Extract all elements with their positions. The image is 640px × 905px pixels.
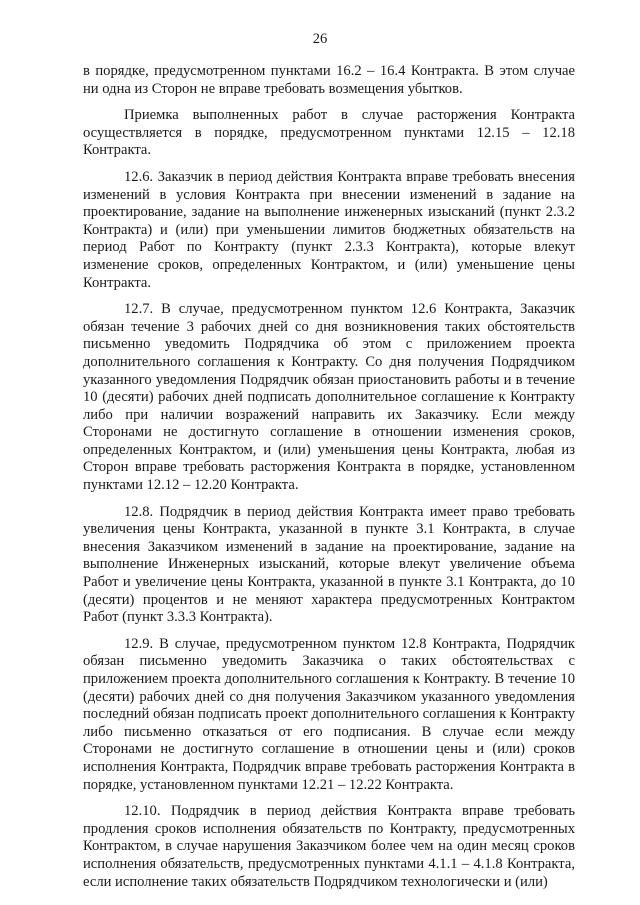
paragraph-acceptance: Приемка выполненных работ в случае расторжения Контракта осуществляется в порядке, предусмотренном пунктами 12.15 – 12.18 Контракта. <box>83 107 575 159</box>
paragraph-12-6: 12.6. Заказчик в период действия Контракта вправе требовать внесения изменений в условия Контракта при внесении изменений в задание на проектирование, задание на выполнение инженерных изысканий (пункт 2.3.2 Контракта) и (или) при уменьшении лимитов бюджетных обязательств на период Работ по Контракту (пункт 2.3.3 Контракта), которые влекут изменение сроков, определенных Контрактом, и (или) уменьшение цены Контракта. <box>83 168 575 291</box>
paragraph-12-9: 12.9. В случае, предусмотренном пунктом 12.8 Контракта, Подрядчик обязан письменно уведомить Заказчика о таких обстоятельствах с приложением проекта дополнительного соглашения к Контракту. В течение 10 (десяти) рабочих дней со дня получения Заказчиком указанного уведомления последний обязан подписать проект дополнительного соглашения к Контракту либо письменно отказаться от его подписания. В случае если между Сторонами не достигнуто соглашение в отношении цены и (или) сроков исполнения Контракта, Подрядчик вправе требовать расторжения Контракта в порядке, установленном пунктами 12.21 – 12.22 Контракта. <box>83 635 575 793</box>
paragraph-continuation: в порядке, предусмотренном пунктами 16.2 – 16.4 Контракта. В этом случае ни одна из Сторон не вправе требовать возмещения убытков. <box>83 63 575 97</box>
page-number: 26 <box>312 31 328 47</box>
paragraph-12-10: 12.10. Подрядчик в период действия Контракта вправе требовать продления сроков исполнения обязательств по Контракту, предусмотренных Контрактом, в случае нарушения Заказчиком более чем на один месяц сроков исполнения обязательств, предусмотренных пунктами 4.1.1 – 4.1.8 Контракта, если исполнение таких обязательств Подрядчиком технологически и (или) <box>83 803 575 890</box>
paragraph-12-8: 12.8. Подрядчик в период действия Контракта имеет право требовать увеличения цены Контракта, указанной в пункте 3.1 Контракта, в случае внесения Заказчиком изменений в задание на проектирование, задание на выполнение Инженерных изысканий, которые влекут увеличение объема Работ и увеличение цены Контракта, указанной в пункте 3.1 Контракта, до 10 (десяти) процентов и не меняют характера предусмотренных Контрактом Работ (пункт 3.3.3 Контракта). <box>83 503 575 626</box>
paragraph-12-7: 12.7. В случае, предусмотренном пунктом 12.6 Контракта, Заказчик обязан течение 3 рабочих дней со дня возникновения таких обстоятельств письменно уведомить Подрядчика об этом с приложением проекта дополнительного соглашения к Контракту. Со дня получения Подрядчиком указанного уведомления Подрядчик обязан приостановить работы и в течение 10 (десяти) рабочих дней подписать дополнительное соглашение к Контракту либо при наличии возражений направить их Заказчику. Если между Сторонами не достигнуто соглашение в отношении изменения сроков, определенных Контрактом, и (или) уменьшения цены Контракта, любая из Сторон вправе требовать расторжения Контракта в порядке, установленном пунктами 12.12 – 12.20 Контракта. <box>83 301 575 494</box>
document-body <box>83 63 575 900</box>
